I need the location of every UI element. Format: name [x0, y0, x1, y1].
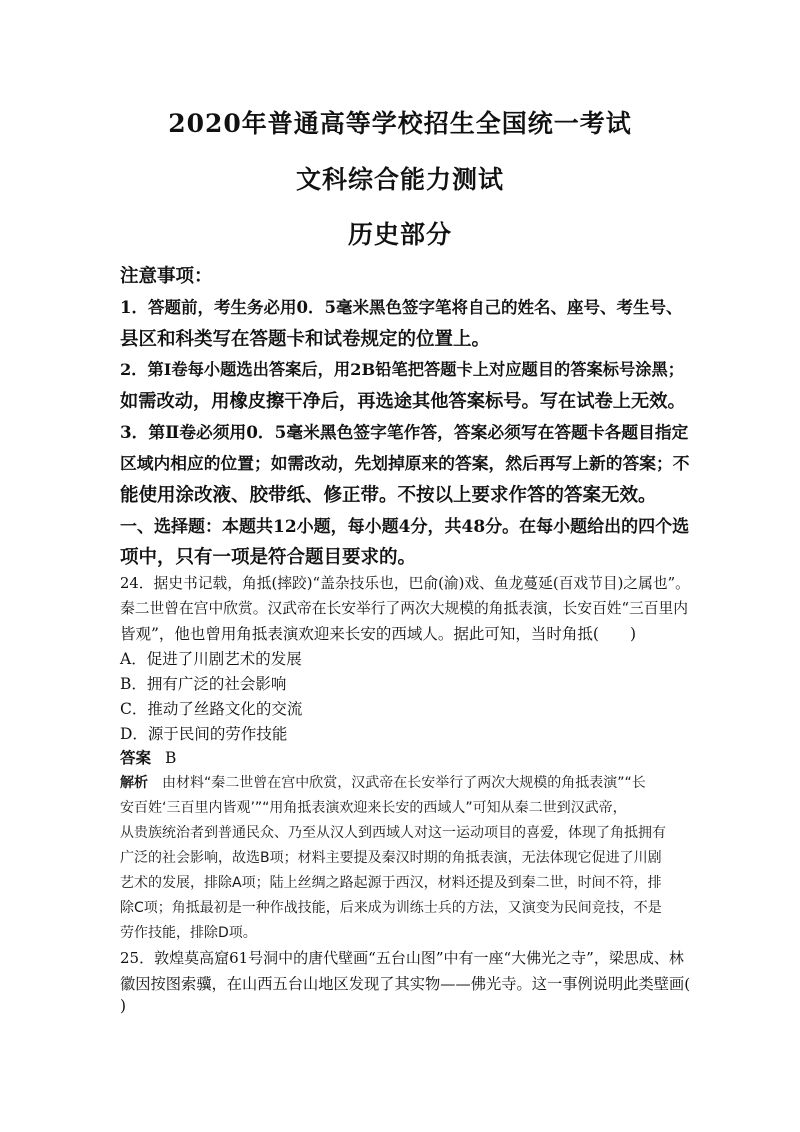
analysis-label: 解析 [120, 775, 148, 791]
section-instruction: 一、选择题：本题共12小题，每小题4分，共48分。在每小题给出的四个选 [120, 517, 690, 537]
analysis-text: 安百姓‘三百里内皆观’”“用角抵表演欢迎来长安的西域人”可知从秦二世到汉武帝， [120, 800, 627, 816]
notes-line: 县区和科类写在答题卡和试卷规定的位置上。 [120, 329, 491, 350]
question-25-stem: ) [120, 997, 127, 1015]
section-instruction: 项中，只有一项是符合题目要求的。 [120, 547, 417, 568]
question-24-stem: 皆观”，他也曾用角抵表演欢迎来长安的西域人。据此可知，当时角抵( ) [120, 625, 637, 643]
notes-line: 2．第Ⅰ卷每小题选出答案后，用2B铅笔把答题卡上对应题目的答案标号涂黑； [120, 360, 684, 379]
notes-line: 3．第Ⅱ卷必须用0．5毫米黑色签字笔作答，答案必须写在答题卡各题目指定 [120, 422, 689, 442]
subject-title: 文科综合能力测试 [295, 165, 504, 194]
option-b: B．拥有广泛的社会影响 [120, 675, 287, 693]
notes-line: 区域内相应的位置；如需改动，先划掉原来的答案，然后再写上新的答案；不 [120, 453, 690, 473]
answer-line [120, 746, 176, 768]
question-24-stem: 24．据史书记载，角抵(摔跤)“盖杂技乐也，巴俞(渝)戏、鱼龙蔓延(百戏节目)之属也”。 [120, 575, 690, 592]
question-25-stem: 25．敦煌莫高窟61号洞中的唐代壁画“五台山图”中有一座“大佛光之寺”，梁思成、林 [120, 949, 684, 967]
option-d: D．源于民间的劳作技能 [120, 725, 288, 743]
analysis-text: 广泛的社会影响，故选B项；材料主要提及秦汉时期的角抵表演，无法体现它促进了川剧 [120, 850, 662, 866]
notes-heading: 注意事项： [120, 266, 213, 287]
analysis-line [120, 772, 646, 792]
notes-line: 如需改动，用橡皮擦干净后，再选途其他答案标号。写在试卷上无效。 [120, 391, 686, 412]
analysis-text: 除C项；角抵最初是一种作战技能，后来成为训练士兵的方法，又演变为民间竞技，不是 [120, 900, 662, 916]
exam-title: 2020年普通高等学校招生全国统一考试 [168, 109, 632, 138]
option-a: A．促进了川剧艺术的发展 [120, 650, 302, 668]
section-title: 历史部分 [347, 220, 452, 249]
analysis-text: 由材料“秦二世曾在宫中欣赏，汉武帝在长安举行了两次大规模的角抵表演”“长 [162, 775, 646, 791]
answer-value: B [165, 749, 177, 767]
question-25-stem: 徽因按图索骥，在山西五台山地区发现了其实物——佛光寺。这一事例说明此类壁画( [120, 975, 691, 993]
analysis-text: 劳作技能，排除D项。 [120, 925, 257, 941]
notes-line: 能使用涂改液、胶带纸、修正带。不按以上要求作答的答案无效。 [120, 485, 657, 506]
option-c: C．推动了丝路文化的交流 [120, 700, 303, 718]
analysis-text: 艺术的发展，排除A项；陆上丝绸之路起源于西汉，材料还提及到秦二世，时间不符，排 [120, 875, 662, 891]
notes-line: 1．答题前，考生务必用0．5毫米黑色签字笔将自己的姓名、座号、考生号、 [120, 298, 683, 317]
question-24-stem: 秦二世曾在宫中欣赏。汉武帝在长安举行了两次大规模的角抵表演，长安百姓“三百里内 [120, 600, 689, 617]
analysis-text: 从贵族统治者到普通民众、乃至从汉人到西域人对这一运动项目的喜爱，体现了角抵拥有 [120, 825, 666, 841]
answer-label: 答案 [120, 748, 152, 767]
